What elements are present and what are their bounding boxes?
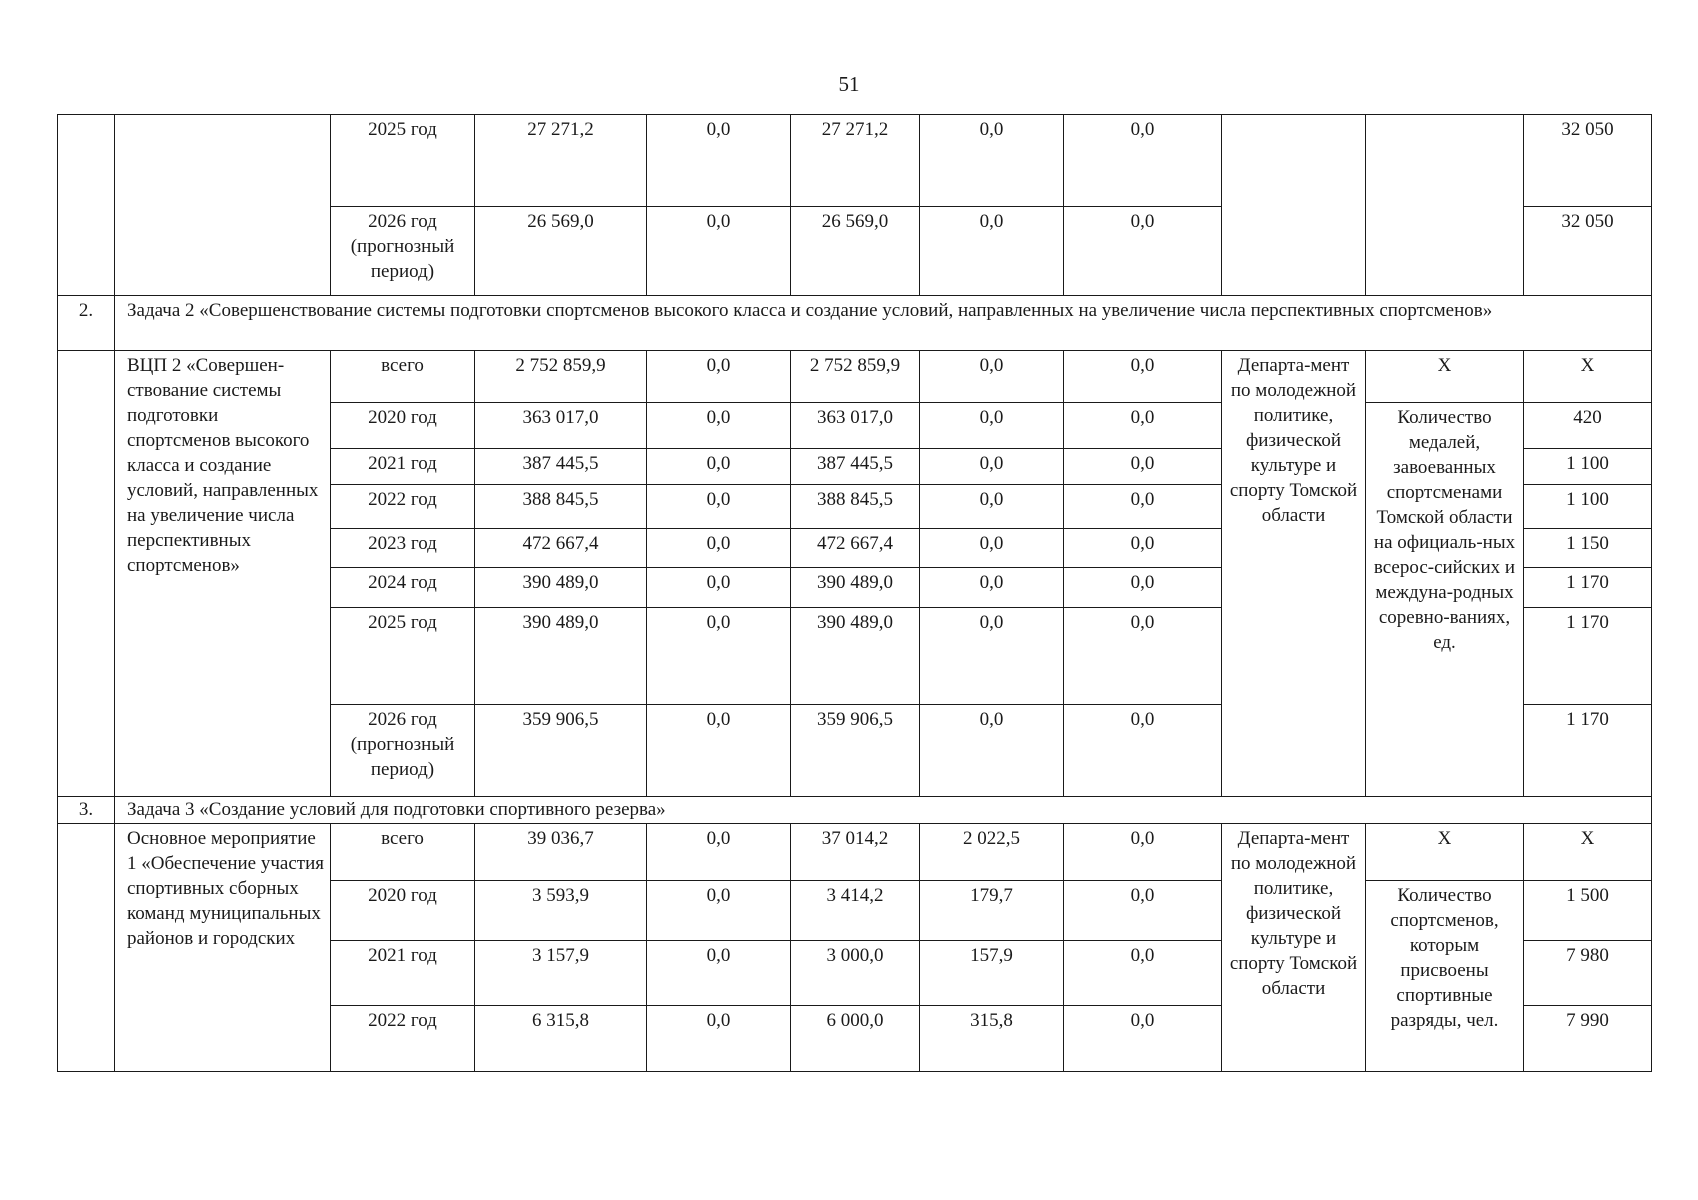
federal-cell: 0,0 xyxy=(647,351,791,403)
year-cell: 2021 год xyxy=(331,449,475,485)
regional-cell: 472 667,4 xyxy=(791,529,920,568)
federal-cell: 0,0 xyxy=(647,941,791,1006)
indicator-cell: Х xyxy=(1366,351,1524,403)
indicator-value-cell: 1 100 xyxy=(1524,485,1652,529)
federal-cell: 0,0 xyxy=(647,608,791,705)
other-cell: 0,0 xyxy=(1064,115,1222,207)
total-cell: 3 593,9 xyxy=(475,881,647,941)
indicator-cell: Х xyxy=(1366,824,1524,881)
total-cell: 359 906,5 xyxy=(475,705,647,797)
municipal-cell: 0,0 xyxy=(920,115,1064,207)
municipal-cell: 157,9 xyxy=(920,941,1064,1006)
number-cell xyxy=(58,351,115,797)
other-cell: 0,0 xyxy=(1064,881,1222,941)
federal-cell: 0,0 xyxy=(647,449,791,485)
program-name-cell: ВЦП 2 «Совершен-ствование системы подготовки спортсменов высокого класса и создание условий, направленных на увеличение числа перспективных спортсменов» xyxy=(115,351,331,797)
regional-cell: 3 000,0 xyxy=(791,941,920,1006)
total-cell: 39 036,7 xyxy=(475,824,647,881)
regional-cell: 3 414,2 xyxy=(791,881,920,941)
indicator-value-cell: 32 050 xyxy=(1524,115,1652,207)
other-cell: 0,0 xyxy=(1064,1006,1222,1072)
indicator-cell: Количество спортсменов, которым присвоены спортивные разряды, чел. xyxy=(1366,881,1524,1072)
program-name-cell: Основное мероприятие 1 «Обеспечение участия спортивных сборных команд муниципальных районов и городских xyxy=(115,824,331,1072)
indicator-value-cell: Х xyxy=(1524,351,1652,403)
indicator-value-cell: 1 170 xyxy=(1524,705,1652,797)
regional-cell: 2 752 859,9 xyxy=(791,351,920,403)
other-cell: 0,0 xyxy=(1064,351,1222,403)
indicator-value-cell: 1 100 xyxy=(1524,449,1652,485)
total-cell: 387 445,5 xyxy=(475,449,647,485)
year-cell: 2026 год (прогнозный период) xyxy=(331,207,475,296)
municipal-cell: 0,0 xyxy=(920,351,1064,403)
federal-cell: 0,0 xyxy=(647,207,791,296)
other-cell: 0,0 xyxy=(1064,568,1222,608)
other-cell: 0,0 xyxy=(1064,824,1222,881)
year-cell: 2020 год xyxy=(331,881,475,941)
number-cell xyxy=(58,824,115,1072)
executor-cell: Департа-мент по молодежной политике, физической культуре и спорту Томской области xyxy=(1222,824,1366,1072)
year-cell: 2026 год (прогнозный период) xyxy=(331,705,475,797)
municipal-cell: 2 022,5 xyxy=(920,824,1064,881)
regional-cell: 390 489,0 xyxy=(791,568,920,608)
federal-cell: 0,0 xyxy=(647,529,791,568)
total-cell: 2 752 859,9 xyxy=(475,351,647,403)
program-name-cell xyxy=(115,115,331,296)
federal-cell: 0,0 xyxy=(647,705,791,797)
regional-cell: 6 000,0 xyxy=(791,1006,920,1072)
regional-cell: 27 271,2 xyxy=(791,115,920,207)
indicator-value-cell: Х xyxy=(1524,824,1652,881)
federal-cell: 0,0 xyxy=(647,1006,791,1072)
indicator-value-cell: 7 980 xyxy=(1524,941,1652,1006)
municipal-cell: 0,0 xyxy=(920,608,1064,705)
municipal-cell: 0,0 xyxy=(920,485,1064,529)
federal-cell: 0,0 xyxy=(647,115,791,207)
other-cell: 0,0 xyxy=(1064,403,1222,449)
total-cell: 388 845,5 xyxy=(475,485,647,529)
indicator-cell xyxy=(1366,115,1524,296)
indicator-cell: Количество медалей, завоеванных спортсменами Томской области на официаль-ных всерос-сийских и междуна-родных соревно-ваниях, ед. xyxy=(1366,403,1524,797)
table-row xyxy=(58,115,1652,207)
indicator-value-cell: 32 050 xyxy=(1524,207,1652,296)
federal-cell: 0,0 xyxy=(647,485,791,529)
task-title: Задача 2 «Совершенствование системы подготовки спортсменов высокого класса и создание условий, направленных на увеличение числа перспективных спортсменов» xyxy=(115,296,1652,351)
indicator-value-cell: 1 170 xyxy=(1524,568,1652,608)
federal-cell: 0,0 xyxy=(647,881,791,941)
total-cell: 6 315,8 xyxy=(475,1006,647,1072)
task-title: Задача 3 «Создание условий для подготовки спортивного резерва» xyxy=(115,797,1652,824)
other-cell: 0,0 xyxy=(1064,485,1222,529)
year-cell: 2025 год xyxy=(331,608,475,705)
executor-cell xyxy=(1222,115,1366,296)
year-cell: 2023 год xyxy=(331,529,475,568)
total-cell: 390 489,0 xyxy=(475,568,647,608)
regional-cell: 363 017,0 xyxy=(791,403,920,449)
indicator-value-cell: 1 500 xyxy=(1524,881,1652,941)
table-row xyxy=(58,824,1652,881)
total-cell: 472 667,4 xyxy=(475,529,647,568)
indicator-value-cell: 7 990 xyxy=(1524,1006,1652,1072)
task-number: 2. xyxy=(58,296,115,351)
federal-cell: 0,0 xyxy=(647,403,791,449)
regional-cell: 359 906,5 xyxy=(791,705,920,797)
municipal-cell: 0,0 xyxy=(920,449,1064,485)
other-cell: 0,0 xyxy=(1064,608,1222,705)
total-cell: 3 157,9 xyxy=(475,941,647,1006)
municipal-cell: 0,0 xyxy=(920,207,1064,296)
year-cell: 2022 год xyxy=(331,1006,475,1072)
municipal-cell: 179,7 xyxy=(920,881,1064,941)
federal-cell: 0,0 xyxy=(647,824,791,881)
year-cell: 2024 год xyxy=(331,568,475,608)
indicator-value-cell: 1 170 xyxy=(1524,608,1652,705)
other-cell: 0,0 xyxy=(1064,529,1222,568)
other-cell: 0,0 xyxy=(1064,207,1222,296)
regional-cell: 26 569,0 xyxy=(791,207,920,296)
executor-cell: Департа-мент по молодежной политике, физической культуре и спорту Томской области xyxy=(1222,351,1366,797)
federal-cell: 0,0 xyxy=(647,568,791,608)
page-number: 51 xyxy=(838,72,860,96)
year-cell: 2021 год xyxy=(331,941,475,1006)
table-row xyxy=(58,351,1652,403)
regional-cell: 390 489,0 xyxy=(791,608,920,705)
total-cell: 26 569,0 xyxy=(475,207,647,296)
year-cell: 2020 год xyxy=(331,403,475,449)
total-cell: 390 489,0 xyxy=(475,608,647,705)
task-header-row xyxy=(58,797,1652,824)
task-header-row xyxy=(58,296,1652,351)
indicator-value-cell: 1 150 xyxy=(1524,529,1652,568)
year-cell: всего xyxy=(331,824,475,881)
total-cell: 27 271,2 xyxy=(475,115,647,207)
total-cell: 363 017,0 xyxy=(475,403,647,449)
task-number: 3. xyxy=(58,797,115,824)
regional-cell: 388 845,5 xyxy=(791,485,920,529)
number-cell xyxy=(58,115,115,296)
regional-cell: 37 014,2 xyxy=(791,824,920,881)
municipal-cell: 0,0 xyxy=(920,568,1064,608)
other-cell: 0,0 xyxy=(1064,449,1222,485)
municipal-cell: 0,0 xyxy=(920,403,1064,449)
other-cell: 0,0 xyxy=(1064,941,1222,1006)
municipal-cell: 0,0 xyxy=(920,705,1064,797)
other-cell: 0,0 xyxy=(1064,705,1222,797)
year-cell: всего xyxy=(331,351,475,403)
municipal-cell: 315,8 xyxy=(920,1006,1064,1072)
budget-table xyxy=(57,114,1652,1072)
municipal-cell: 0,0 xyxy=(920,529,1064,568)
year-cell: 2022 год xyxy=(331,485,475,529)
regional-cell: 387 445,5 xyxy=(791,449,920,485)
year-cell: 2025 год xyxy=(331,115,475,207)
indicator-value-cell: 420 xyxy=(1524,403,1652,449)
